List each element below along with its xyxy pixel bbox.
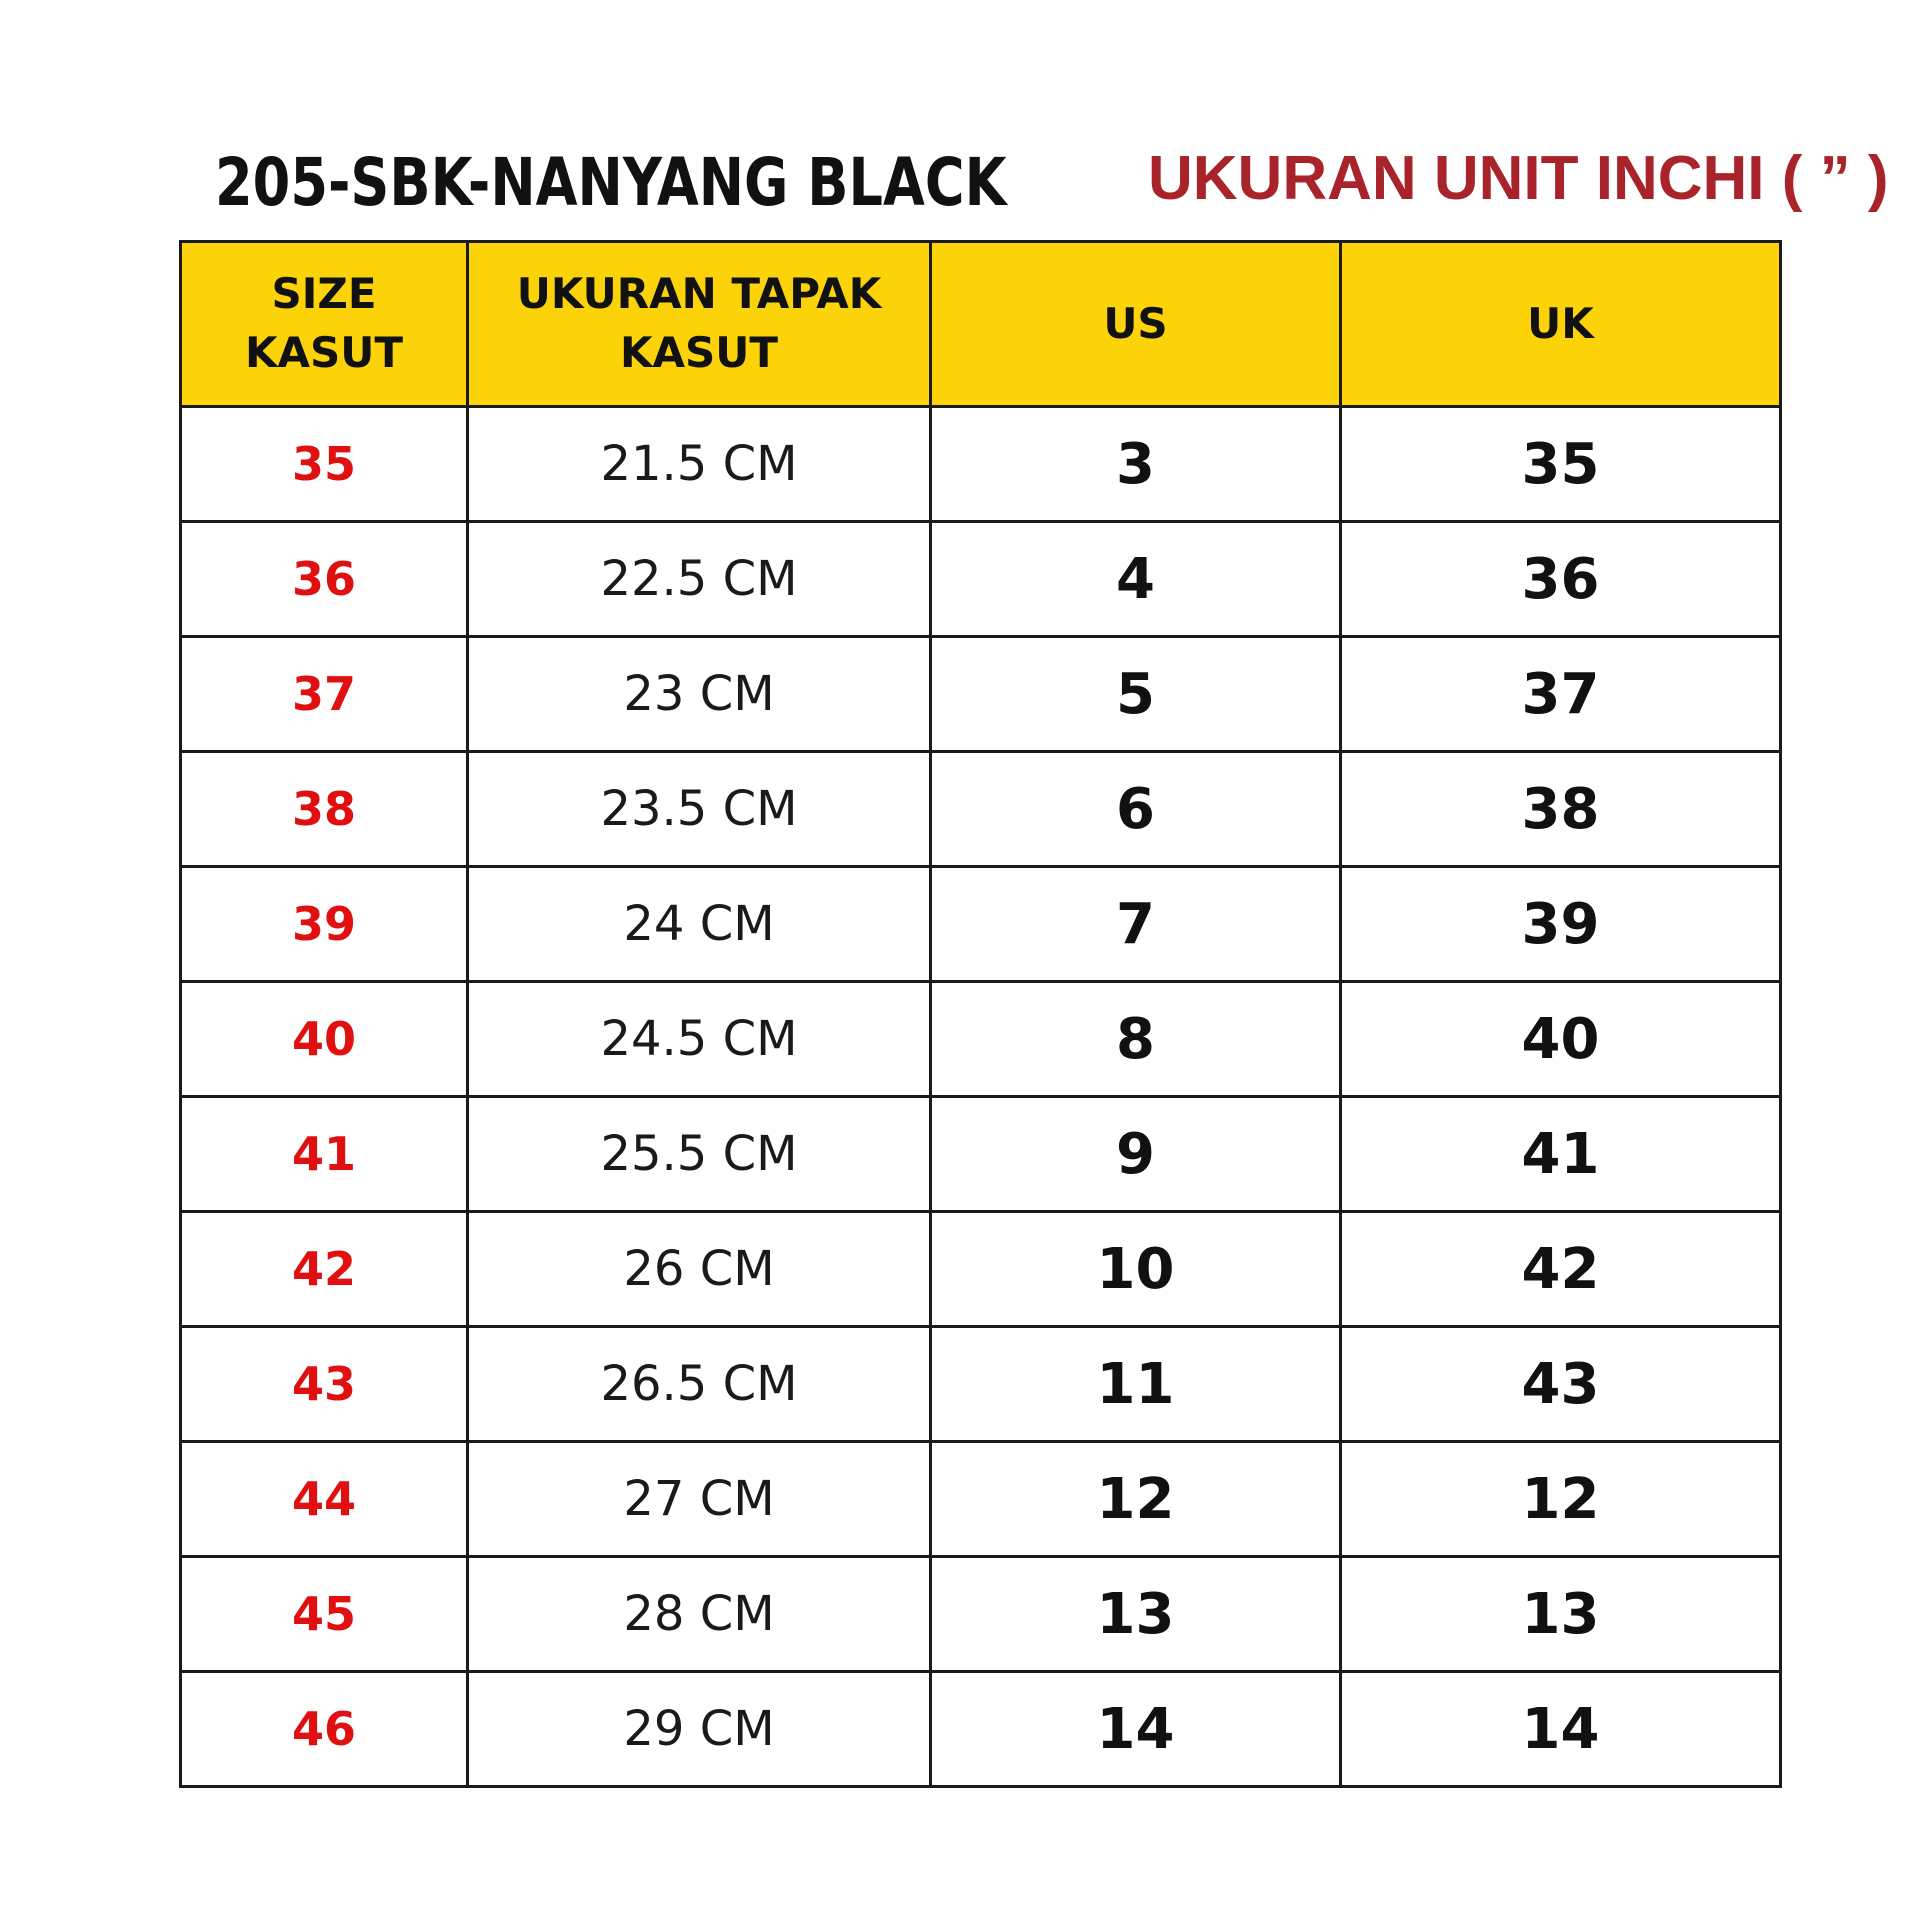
header-label-line1: UK	[1527, 298, 1594, 348]
size-cell: 35	[181, 407, 468, 522]
table-row	[181, 982, 1781, 1097]
header-uk	[1341, 242, 1781, 407]
table-row	[181, 637, 1781, 752]
unit-note: UKURAN UNIT INCHI ( ” )	[1148, 144, 1889, 213]
us-size-cell: 14	[931, 1672, 1341, 1787]
header-ukuran-tapak	[468, 242, 931, 407]
uk-size-cell: 14	[1341, 1672, 1781, 1787]
us-size-cell: 3	[931, 407, 1341, 522]
uk-size-cell: 43	[1341, 1327, 1781, 1442]
table-row	[181, 1327, 1781, 1442]
table-row	[181, 522, 1781, 637]
sole-length-cell: 29 CM	[468, 1672, 931, 1787]
us-size-cell: 7	[931, 867, 1341, 982]
size-cell: 45	[181, 1557, 468, 1672]
us-size-cell: 6	[931, 752, 1341, 867]
header-label-line2: KASUT	[244, 328, 404, 377]
us-size-cell: 9	[931, 1097, 1341, 1212]
us-size-cell: 12	[931, 1442, 1341, 1557]
uk-size-cell: 42	[1341, 1212, 1781, 1327]
sole-length-cell: 28 CM	[468, 1557, 931, 1672]
table-row	[181, 1097, 1781, 1212]
sole-length-cell: 24 CM	[468, 867, 931, 982]
sole-length-cell: 25.5 CM	[468, 1097, 931, 1212]
size-cell: 46	[181, 1672, 468, 1787]
size-cell: 39	[181, 867, 468, 982]
us-size-cell: 4	[931, 522, 1341, 637]
table-row	[181, 1557, 1781, 1672]
uk-size-cell: 40	[1341, 982, 1781, 1097]
size-cell: 36	[181, 522, 468, 637]
size-chart-table	[179, 240, 1782, 1788]
size-cell: 40	[181, 982, 468, 1097]
header-label-line1: SIZE	[271, 269, 377, 319]
uk-size-cell: 13	[1341, 1557, 1781, 1672]
sole-length-cell: 23 CM	[468, 637, 931, 752]
header-size-kasut	[181, 242, 468, 407]
uk-size-cell: 36	[1341, 522, 1781, 637]
table-row	[181, 1442, 1781, 1557]
uk-size-cell: 12	[1341, 1442, 1781, 1557]
uk-size-cell: 38	[1341, 752, 1781, 867]
size-cell: 37	[181, 637, 468, 752]
sole-length-cell: 27 CM	[468, 1442, 931, 1557]
sole-length-cell: 26.5 CM	[468, 1327, 931, 1442]
table-row	[181, 1672, 1781, 1787]
table-row	[181, 752, 1781, 867]
table-row	[181, 867, 1781, 982]
header-label-line1: UKURAN TAPAK	[516, 269, 882, 319]
size-cell: 42	[181, 1212, 468, 1327]
us-size-cell: 8	[931, 982, 1341, 1097]
uk-size-cell: 37	[1341, 637, 1781, 752]
product-title: 205-SBK-NANYANG BLACK	[215, 144, 1007, 221]
sole-length-cell: 24.5 CM	[468, 982, 931, 1097]
us-size-cell: 13	[931, 1557, 1341, 1672]
uk-size-cell: 39	[1341, 867, 1781, 982]
header-row	[181, 242, 1781, 407]
size-cell: 38	[181, 752, 468, 867]
sole-length-cell: 21.5 CM	[468, 407, 931, 522]
uk-size-cell: 41	[1341, 1097, 1781, 1212]
header-label-line1: US	[1103, 298, 1168, 348]
sole-length-cell: 26 CM	[468, 1212, 931, 1327]
size-cell: 41	[181, 1097, 468, 1212]
sole-length-cell: 22.5 CM	[468, 522, 931, 637]
header-label-line2: KASUT	[619, 328, 779, 377]
us-size-cell: 11	[931, 1327, 1341, 1442]
us-size-cell: 10	[931, 1212, 1341, 1327]
table-row	[181, 1212, 1781, 1327]
us-size-cell: 5	[931, 637, 1341, 752]
size-cell: 43	[181, 1327, 468, 1442]
size-cell: 44	[181, 1442, 468, 1557]
table-row	[181, 407, 1781, 522]
uk-size-cell: 35	[1341, 407, 1781, 522]
header-us	[931, 242, 1341, 407]
sole-length-cell: 23.5 CM	[468, 752, 931, 867]
